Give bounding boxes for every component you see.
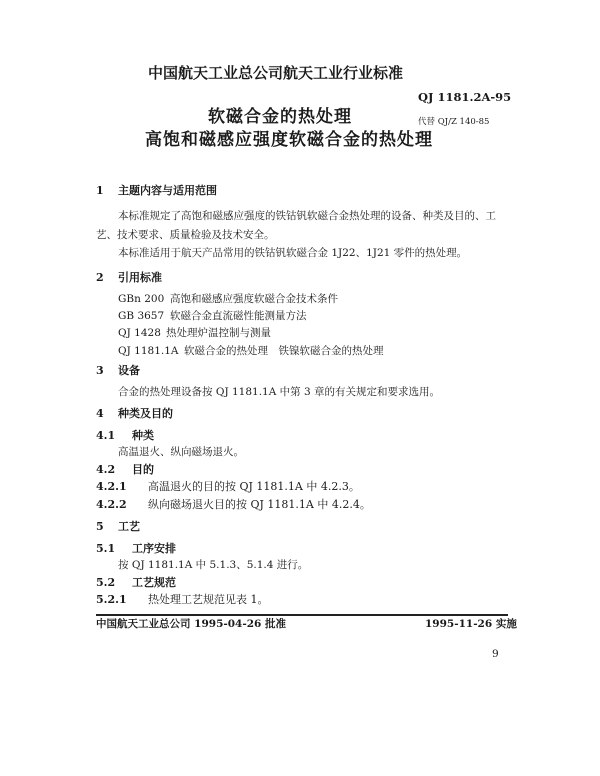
reference-title: 高饱和磁感应强度软磁合金技术条件 — [170, 293, 338, 305]
clause-4-2-2 — [96, 499, 371, 510]
section-number: 4 — [96, 407, 104, 420]
page-number: 9 — [492, 648, 499, 660]
section-number: 5.1 — [96, 542, 116, 555]
reference-code: GBn 200 — [118, 293, 165, 305]
section-title: 种类 — [132, 429, 154, 442]
section-number: 5 — [96, 520, 104, 533]
section-number: 3 — [96, 364, 104, 377]
effective-date: 1995-11-26 实施 — [425, 618, 517, 630]
section-title: 工序安排 — [132, 542, 176, 555]
clause-5-2-1 — [96, 594, 269, 605]
section-title: 工艺规范 — [132, 576, 176, 589]
clause-text: 纵向磁场退火目的按 QJ 1181.1A 中 4.2.4。 — [148, 498, 371, 511]
reference-item — [118, 311, 307, 322]
section-4-2-heading — [96, 464, 154, 475]
clause-4-2-1 — [96, 481, 360, 492]
title-line-2: 高饱和磁感应强度软磁合金的热处理 — [145, 130, 433, 150]
reference-title: 热处理炉温控制与测量 — [166, 327, 271, 339]
section-4-1-heading — [96, 430, 154, 441]
paragraph: 按 QJ 1181.1A 中 5.1.3、5.1.4 进行。 — [118, 559, 309, 571]
issuing-organization: 中国航天工业总公司航天工业行业标准 — [148, 64, 404, 82]
reference-code: GB 3657 — [118, 310, 165, 322]
section-title: 设备 — [118, 364, 140, 377]
section-4-heading — [96, 408, 173, 419]
section-3-heading — [96, 365, 140, 376]
section-number: 2 — [96, 271, 104, 284]
clause-number: 5.2.1 — [96, 593, 127, 606]
reference-title: 软磁合金的热处理 铁镍软磁合金的热处理 — [184, 345, 384, 357]
section-1-heading — [96, 185, 217, 196]
section-title: 引用标准 — [118, 271, 162, 284]
section-5-heading — [96, 521, 140, 532]
title-line-1: 软磁合金的热处理 — [208, 107, 352, 127]
reference-item — [118, 294, 338, 305]
section-title: 目的 — [132, 463, 154, 476]
standard-code: QJ 1181.2A-95 — [418, 90, 512, 104]
clause-number: 4.2.1 — [96, 480, 127, 493]
reference-code: QJ 1181.1A — [118, 345, 179, 357]
paragraph: 合金的热处理设备按 QJ 1181.1A 中第 3 章的有关规定和要求选用。 — [118, 386, 441, 398]
section-title: 种类及目的 — [118, 407, 173, 420]
reference-title: 软磁合金直流磁性能测量方法 — [170, 310, 307, 322]
paragraph-continuation: 艺、技术要求、质量检验及技术安全。 — [96, 229, 275, 241]
section-number: 4.1 — [96, 429, 116, 442]
paragraph: 高温退火、纵向磁场退火。 — [118, 446, 244, 458]
replaces-standard: 代替 QJ/Z 140-85 — [418, 117, 490, 127]
paragraph: 本标准规定了高饱和磁感应强度的铁钴钒软磁合金热处理的设备、种类及目的、工 — [118, 210, 496, 222]
reference-code: QJ 1428 — [118, 327, 161, 339]
section-number: 1 — [96, 184, 104, 197]
paragraph: 本标准适用于航天产品常用的铁钴钒软磁合金 1J22、1J21 零件的热处理。 — [118, 247, 468, 259]
section-title: 工艺 — [118, 520, 140, 533]
clause-text: 热处理工艺规范见表 1。 — [148, 593, 269, 606]
section-5-2-heading — [96, 577, 176, 588]
reference-item — [118, 346, 384, 357]
clause-text: 高温退火的目的按 QJ 1181.1A 中 4.2.3。 — [148, 480, 360, 493]
section-title: 主题内容与适用范围 — [118, 184, 217, 197]
reference-item — [118, 328, 271, 339]
clause-number: 4.2.2 — [96, 498, 127, 511]
section-number: 4.2 — [96, 463, 116, 476]
section-5-1-heading — [96, 543, 176, 554]
footer-rule — [96, 614, 508, 616]
section-number: 5.2 — [96, 576, 116, 589]
section-2-heading — [96, 272, 162, 283]
approval-date: 中国航天工业总公司 1995-04-26 批准 — [96, 618, 286, 630]
